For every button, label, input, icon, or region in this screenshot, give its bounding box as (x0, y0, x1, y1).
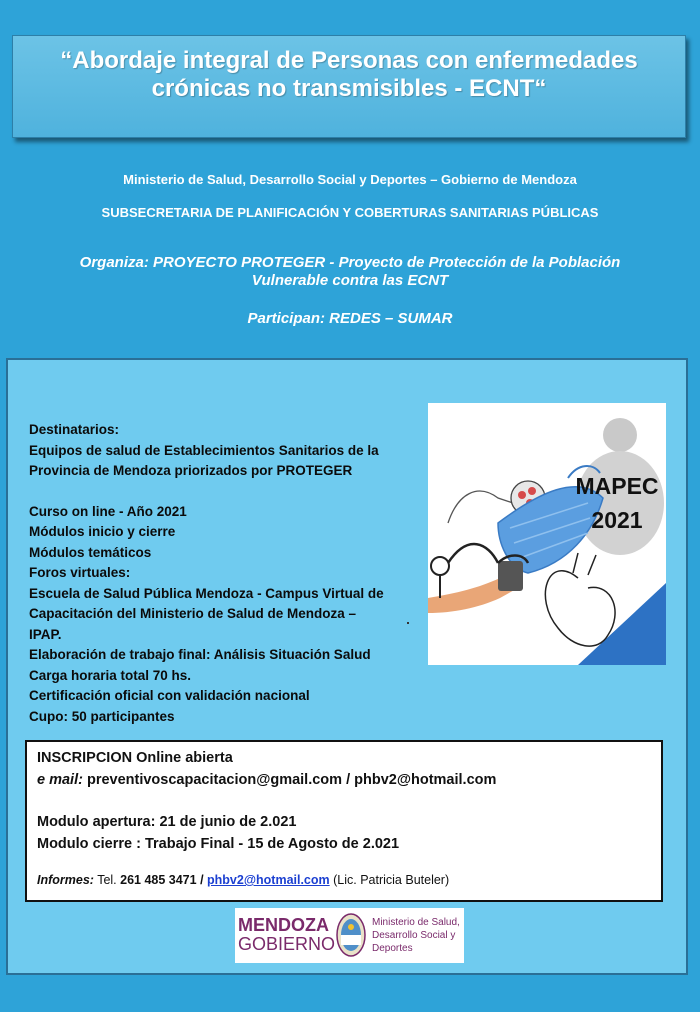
provincial-seal-icon (336, 912, 366, 958)
logo-ministry-line-2: Desarrollo Social y (372, 930, 456, 941)
dates-block (37, 811, 661, 855)
foros-virtuales: Foros virtuales: (29, 565, 131, 580)
modulo-cierre: Modulo cierre : Trabajo Final - 15 de Agosto de 2.021 (37, 836, 400, 852)
stray-dot (407, 622, 409, 624)
subsecretaria-line: SUBSECRETARIA DE PLANIFICACIÓN Y COBERTURAS SANITARIAS PÚBLICAS (101, 205, 599, 220)
email-line (37, 769, 661, 791)
mapec-label-line-2: 2021 (591, 507, 643, 533)
informes-line (37, 873, 661, 887)
destinatarios-label: Destinatarios: (29, 422, 120, 437)
mapec-label-line-1: MAPEC (575, 473, 659, 499)
elaboracion-line: Elaboración de trabajo final: Análisis Situación Salud (29, 647, 371, 662)
escuela-line-3: IPAP. (29, 626, 62, 642)
modulo-apertura: Modulo apertura: 21 de junio de 2.021 (37, 814, 297, 830)
destinatarios-line-2: Provincia de Mendoza priorizados por PROTEGER (29, 463, 353, 478)
cupo-line: Cupo: 50 participantes (29, 708, 175, 724)
informes-tel-prefix: Tel. (93, 873, 121, 887)
informes-contact: (Lic. Patricia Buteler) (329, 873, 450, 887)
ministry-line: Ministerio de Salud, Desarrollo Social y Deportes – Gobierno de Mendoza (123, 172, 577, 187)
organiza-line-1: Organiza: PROYECTO PROTEGER - Proyecto de Protección de la Población (79, 254, 621, 271)
course-details (29, 420, 424, 727)
course-title-banner (12, 35, 686, 138)
mapec-label (568, 469, 666, 537)
destinatarios-line-1: Equipos de salud de Establecimientos Sanitarios de la (29, 442, 379, 458)
modulos-inicio-cierre: Módulos inicio y cierre (29, 524, 176, 539)
modulos-tematicos: Módulos temáticos (29, 544, 152, 560)
inscripcion-heading: INSCRIPCION Online abierta (37, 750, 233, 766)
gobierno-mendoza-logo (235, 908, 464, 963)
carga-horaria: Carga horaria total 70 hs. (29, 667, 192, 683)
logo-gobierno: GOBIERNO (238, 934, 336, 954)
inscripcion-box (25, 740, 663, 902)
mapec-illustration (428, 403, 666, 665)
escuela-line-1: Escuela de Salud Pública Mendoza - Campus Virtual de (29, 585, 384, 601)
course-title-line-2: crónicas no transmisibles - ECNT“ (151, 75, 547, 102)
logo-ministry-text (372, 916, 460, 955)
course-title-line-1: “Abordaje integral de Personas con enfermedades (60, 47, 638, 74)
escuela-line-2: Capacitación del Ministerio de Salud de Mendoza – (29, 606, 357, 621)
informes-email-link[interactable]: phbv2@hotmail.com (207, 873, 330, 887)
informes-tel: 261 485 3471 (120, 873, 197, 887)
curso-line: Curso on line - Año 2021 (29, 503, 187, 519)
informes-label: Informes: (37, 873, 94, 887)
participan-line: Participan: REDES – SUMAR (247, 310, 453, 327)
logo-ministry-line-3: Deportes (372, 943, 413, 954)
informes-separator: / (196, 873, 208, 887)
logo-ministry-line-1: Ministerio de Salud, (372, 917, 460, 928)
organiza-block (20, 254, 680, 290)
email-label: e mail: (37, 772, 83, 788)
logo-mendoza: MENDOZA (238, 915, 329, 935)
certificacion-line: Certificación oficial con validación nacional (29, 688, 310, 703)
email-values[interactable]: preventivoscapacitacion@gmail.com / phbv2@hotmail.com (82, 772, 497, 788)
organiza-line-2: Vulnerable contra las ECNT (251, 272, 449, 289)
